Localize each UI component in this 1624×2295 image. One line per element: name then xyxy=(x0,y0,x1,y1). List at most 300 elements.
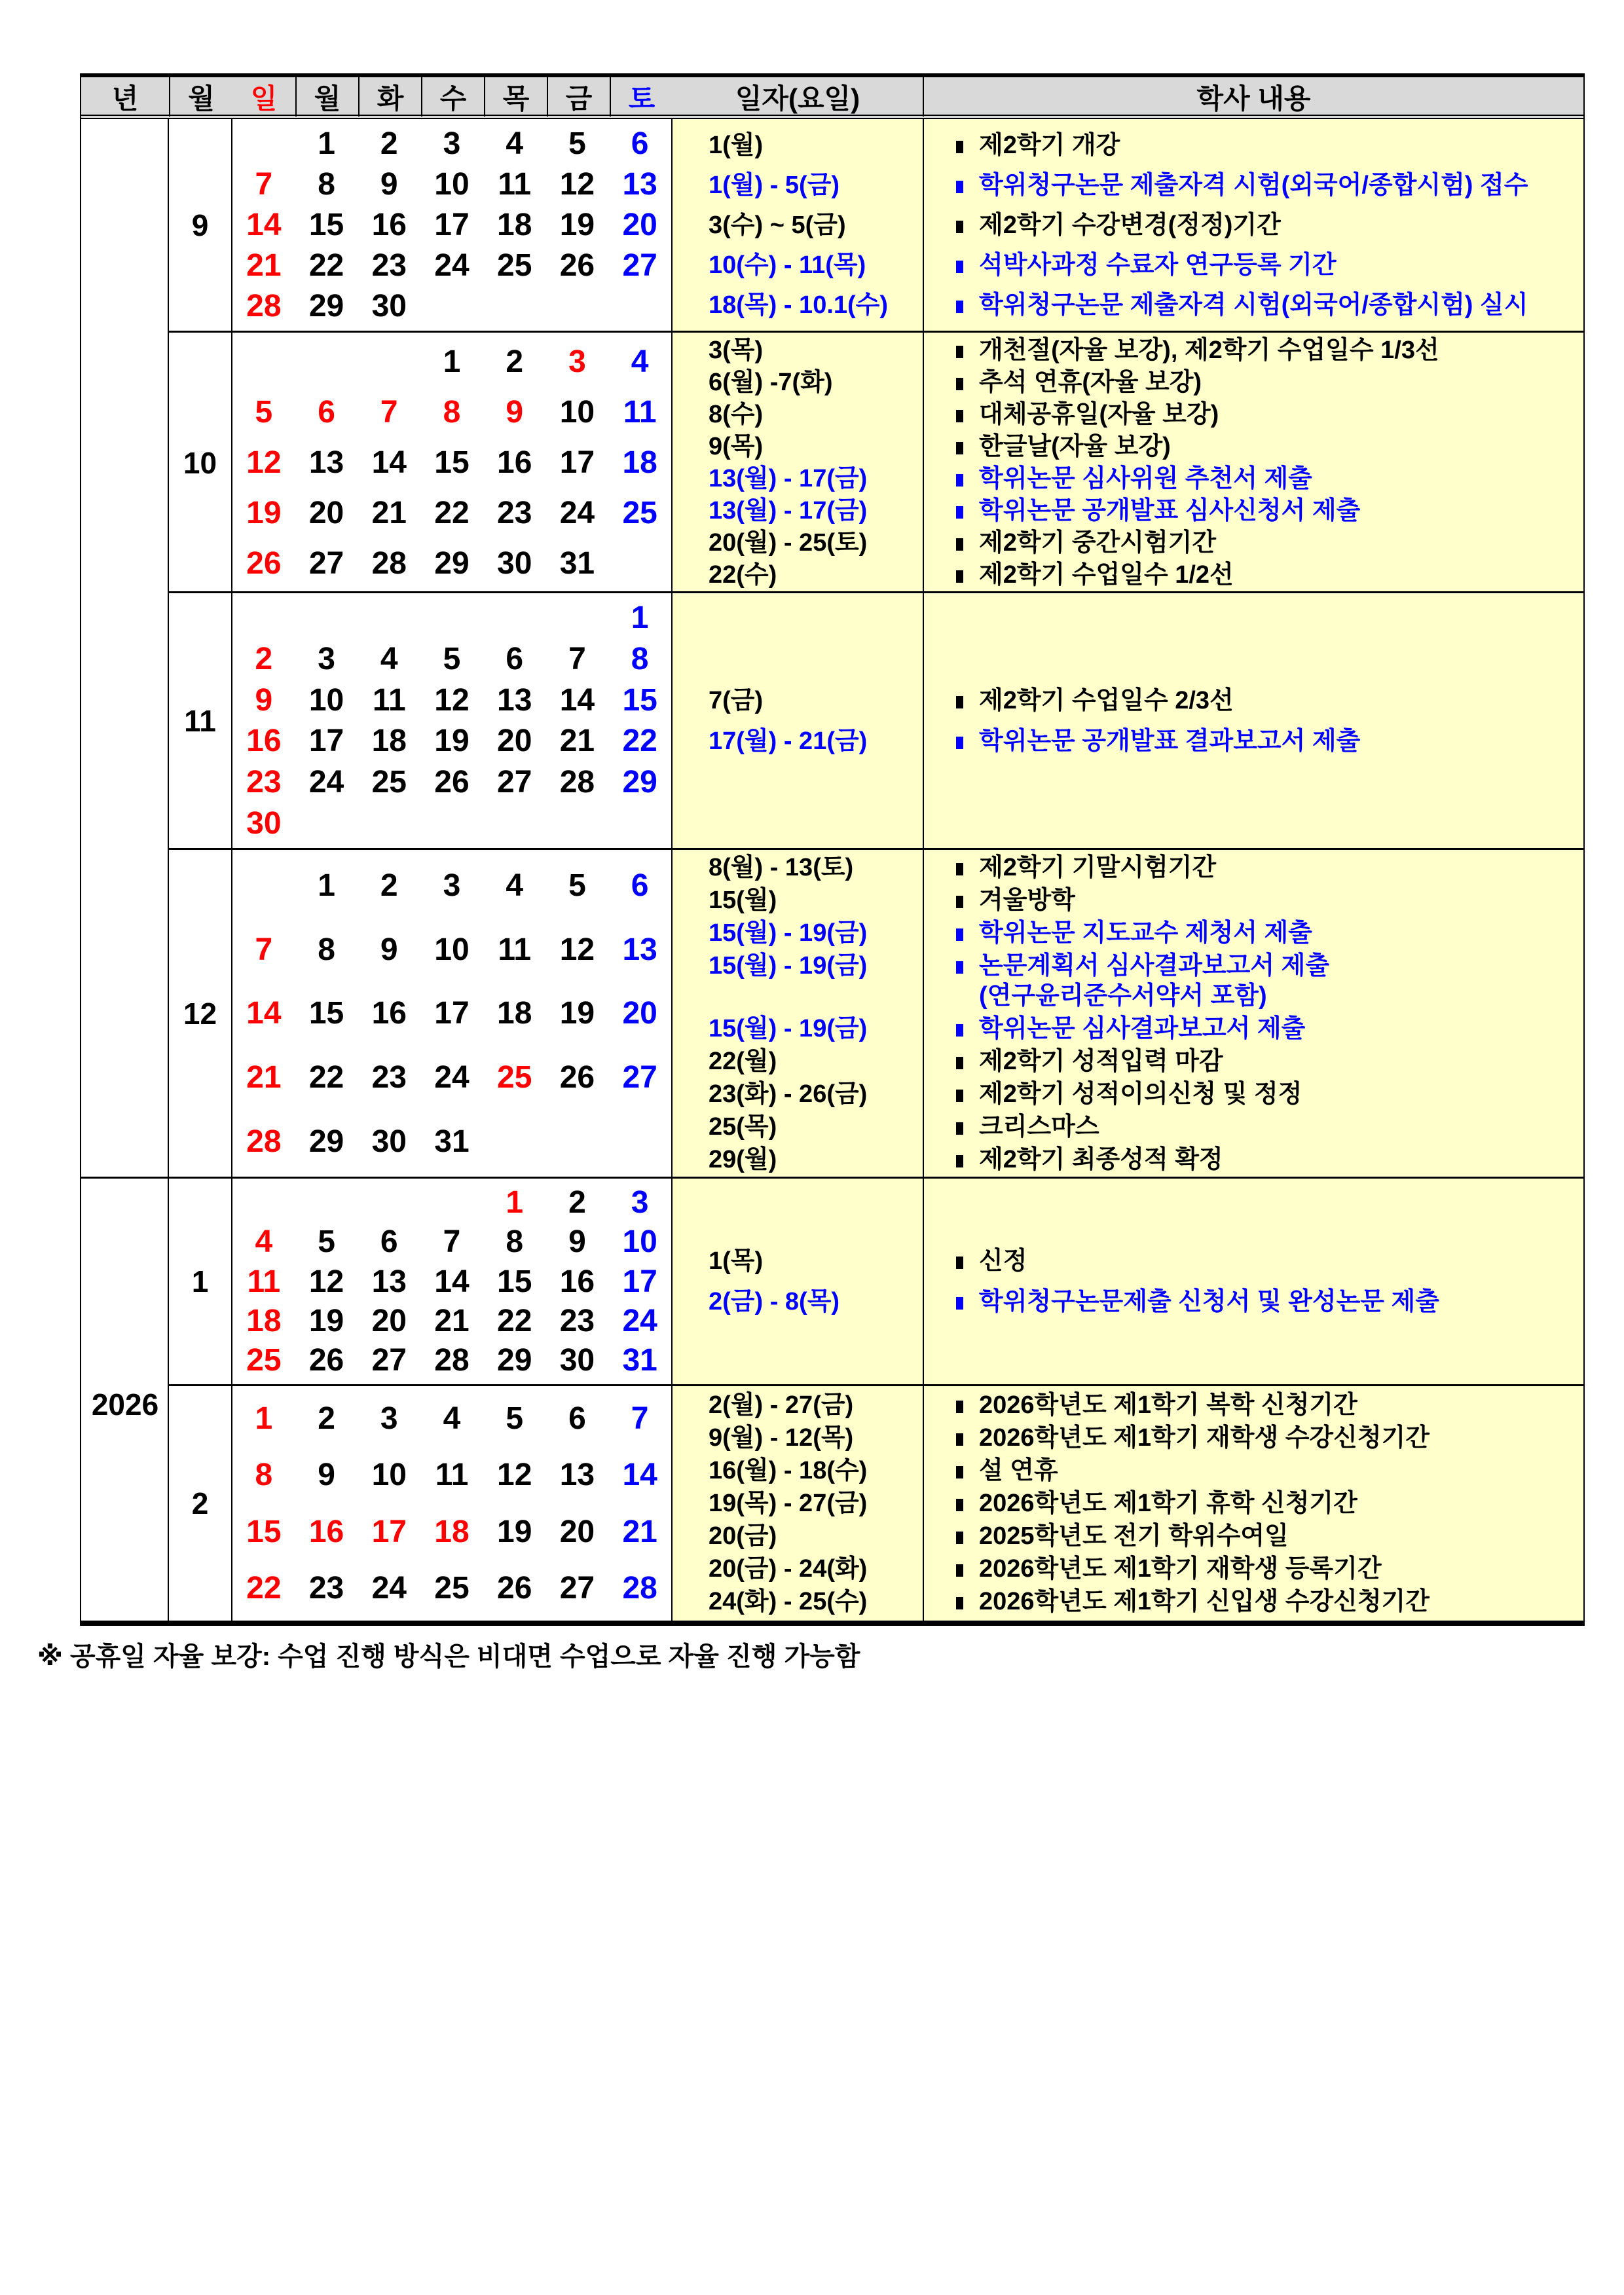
week-row xyxy=(232,164,671,204)
calendar-day: 9 xyxy=(380,932,398,967)
square-bullet-icon xyxy=(956,570,963,583)
events-cell xyxy=(673,591,1583,848)
calendar-day: 28 xyxy=(622,1571,657,1606)
event-date: 17(월) - 21(금) xyxy=(709,727,868,755)
square-bullet-icon xyxy=(956,1499,963,1511)
square-bullet-icon xyxy=(956,221,963,233)
calendar-day: 18 xyxy=(434,1514,470,1549)
calendar-day: 16 xyxy=(559,1264,595,1299)
calendar-day: 3 xyxy=(631,1184,649,1220)
calendar-day: 21 xyxy=(246,248,282,284)
calendar-day: 18 xyxy=(371,724,407,759)
event-text: 제2학기 기말시험기간 xyxy=(979,854,1217,881)
calendar-day: 15 xyxy=(308,996,344,1031)
calendar-day: 20 xyxy=(308,496,344,530)
calendar-day: 30 xyxy=(559,1343,595,1378)
event-date: 15(월) xyxy=(709,887,777,914)
calendar-day: 25 xyxy=(497,1060,532,1095)
square-bullet-icon xyxy=(956,696,963,708)
calendar-day: 16 xyxy=(497,445,532,480)
calendar-day: 3 xyxy=(318,641,335,676)
calendar-day: 12 xyxy=(559,166,595,202)
calendar-day: 30 xyxy=(371,1124,407,1159)
event-date: 29(월) xyxy=(709,1146,777,1173)
event-date: 1(월) xyxy=(709,131,764,159)
event-row xyxy=(673,1587,1583,1617)
calendar-day: 12 xyxy=(308,1264,344,1299)
calendar-day: 13 xyxy=(559,1458,595,1493)
event-content xyxy=(923,290,1583,320)
calendar-day: 15 xyxy=(434,445,470,480)
calendar-day: 27 xyxy=(622,1060,657,1095)
calendar-day: 25 xyxy=(622,496,657,530)
month-row-2 xyxy=(81,1384,1583,1621)
event-text: 학위청구논문 제출자격 시험(외국어/종합시험) 실시 xyxy=(979,291,1528,319)
week-row xyxy=(232,1046,671,1110)
calendar-day: 6 xyxy=(568,1401,586,1436)
calendar-day: 5 xyxy=(255,395,273,430)
calendar-day: 9 xyxy=(568,1224,586,1260)
square-bullet-icon xyxy=(956,1090,963,1102)
header-weekday-토: 토 xyxy=(610,77,673,117)
week-row xyxy=(232,1341,671,1380)
event-date: 25(목) xyxy=(709,1113,777,1141)
event-text: 2025학년도 전기 학위수여일 xyxy=(979,1522,1289,1550)
month-grid xyxy=(232,1177,673,1384)
header-date-col: 일자(요일) xyxy=(735,83,860,114)
week-row xyxy=(232,337,671,387)
calendar-day: 9 xyxy=(380,166,398,202)
event-content xyxy=(923,1390,1583,1420)
event-content xyxy=(923,464,1583,494)
event-text: 학위논문 심사결과보고서 제출 xyxy=(979,1015,1306,1042)
calendar-day: 15 xyxy=(308,208,344,242)
event-content xyxy=(923,170,1583,200)
event-content xyxy=(923,1587,1583,1617)
month-grid xyxy=(232,119,673,331)
calendar-day: 17 xyxy=(308,724,344,759)
calendar-day: 7 xyxy=(255,932,273,967)
header-weekday-수: 수 xyxy=(421,77,484,117)
events-cell xyxy=(673,119,1583,331)
event-row xyxy=(673,951,1583,1011)
calendar-day: 27 xyxy=(559,1571,595,1606)
calendar-day: 23 xyxy=(497,496,532,530)
calendar-day: 8 xyxy=(318,932,335,967)
calendar-day: 8 xyxy=(443,395,461,430)
calendar-day: 26 xyxy=(497,1571,532,1606)
event-content xyxy=(923,1287,1583,1317)
calendar-day: 26 xyxy=(308,1343,344,1378)
calendar-day: 30 xyxy=(371,289,407,324)
event-content xyxy=(923,1079,1583,1109)
square-bullet-icon xyxy=(956,301,963,313)
header-weekday-일: 일 xyxy=(250,83,278,114)
calendar-day: 20 xyxy=(371,1303,407,1338)
header-weekday-화: 화 xyxy=(358,77,421,117)
event-text: 학위논문 지도교수 제청서 제출 xyxy=(979,919,1312,947)
event-text: 학위청구논문제출 신청서 및 완성논문 제출 xyxy=(979,1288,1439,1315)
calendar-day: 19 xyxy=(308,1303,344,1338)
week-row xyxy=(232,286,671,327)
header-month-col: 월 xyxy=(169,77,232,117)
square-bullet-icon xyxy=(956,1155,963,1167)
calendar-day: 23 xyxy=(371,248,407,284)
header-weekday-월: 월 xyxy=(295,77,358,117)
calendar-day: 8 xyxy=(631,641,649,676)
calendar-day: 13 xyxy=(622,932,657,967)
event-row xyxy=(673,464,1583,494)
calendar-day: 14 xyxy=(434,1264,470,1299)
calendar-day: 23 xyxy=(308,1571,344,1606)
square-bullet-icon xyxy=(956,346,963,358)
calendar-day: 17 xyxy=(559,445,595,480)
calendar-day: 3 xyxy=(443,868,461,904)
calendar-day: 24 xyxy=(371,1571,407,1606)
event-text: 석박사과정 수료자 연구등록 기간 xyxy=(979,251,1337,279)
event-text: 학위청구논문 제출자격 시험(외국어/종합시험) 접수 xyxy=(979,171,1528,199)
calendar-day: 19 xyxy=(497,1514,532,1549)
square-bullet-icon xyxy=(956,1401,963,1413)
event-row xyxy=(673,885,1583,915)
square-bullet-icon xyxy=(956,538,963,551)
calendar-day: 20 xyxy=(622,996,657,1031)
calendar-day: 10 xyxy=(434,932,470,967)
week-row xyxy=(232,204,671,245)
event-content xyxy=(923,918,1583,948)
event-row xyxy=(673,1423,1583,1453)
event-row xyxy=(673,130,1583,160)
square-bullet-icon xyxy=(956,1257,963,1269)
week-row xyxy=(232,437,671,488)
calendar-day: 21 xyxy=(246,1060,282,1095)
calendar-day: 12 xyxy=(246,445,282,480)
event-row xyxy=(673,528,1583,558)
event-row xyxy=(673,250,1583,280)
calendar-day: 25 xyxy=(497,248,532,284)
calendar-day: 21 xyxy=(559,724,595,759)
square-bullet-icon xyxy=(956,442,963,454)
calendar-day: 26 xyxy=(559,1060,595,1095)
event-content xyxy=(923,951,1583,1011)
calendar-day: 7 xyxy=(255,166,273,202)
event-date: 8(수) xyxy=(709,401,764,428)
event-text: 제2학기 수강변경(정정)기간 xyxy=(979,211,1281,239)
event-date: 10(수) - 11(목) xyxy=(709,251,866,279)
event-date: 23(화) - 26(금) xyxy=(709,1080,868,1108)
event-content xyxy=(923,686,1583,716)
event-content xyxy=(923,1145,1583,1175)
calendar-day: 26 xyxy=(246,546,282,581)
event-text: 학위논문 공개발표 심사신청서 제출 xyxy=(979,497,1361,524)
week-row xyxy=(232,1560,671,1617)
event-content xyxy=(923,1046,1583,1076)
week-row xyxy=(232,538,671,589)
event-content xyxy=(923,335,1583,365)
calendar-day: 31 xyxy=(559,546,595,581)
event-text: 한글날(자율 보강) xyxy=(979,433,1171,460)
week-row xyxy=(232,1390,671,1447)
events-cell xyxy=(673,1177,1583,1384)
calendar-day: 6 xyxy=(506,641,524,676)
month-label: 2 xyxy=(169,1384,232,1621)
month-grid xyxy=(232,1384,673,1621)
header-weekday-목: 목 xyxy=(484,77,547,117)
square-bullet-icon xyxy=(956,474,963,487)
year-cell xyxy=(81,119,169,331)
calendar-day: 14 xyxy=(559,682,595,718)
calendar-day: 14 xyxy=(246,996,282,1031)
calendar-day: 27 xyxy=(622,248,657,284)
year-cell xyxy=(81,591,169,848)
event-date: 1(월) - 5(금) xyxy=(709,171,840,199)
footnote: ※ 공휴일 자율 보강: 수업 진행 방식은 비대면 수업으로 자율 진행 가능함 xyxy=(37,1642,860,1671)
calendar-day: 1 xyxy=(318,126,335,161)
week-row xyxy=(232,488,671,538)
calendar-day: 3 xyxy=(380,1401,398,1436)
events-cell xyxy=(673,1384,1583,1621)
event-date: 24(화) - 25(수) xyxy=(709,1588,868,1615)
event-row xyxy=(673,1014,1583,1044)
calendar-day: 24 xyxy=(434,1060,470,1095)
calendar-day: 4 xyxy=(506,126,524,161)
calendar-day: 8 xyxy=(506,1224,524,1260)
square-bullet-icon xyxy=(956,896,963,908)
calendar-day: 6 xyxy=(631,126,649,161)
calendar-day: 7 xyxy=(380,395,398,430)
event-row xyxy=(673,1554,1583,1584)
week-row xyxy=(232,1503,671,1560)
event-content xyxy=(923,367,1583,397)
week-row xyxy=(232,1222,671,1261)
event-text: 제2학기 수업일수 2/3선 xyxy=(979,686,1234,714)
calendar-day: 6 xyxy=(318,395,335,430)
calendar-day: 19 xyxy=(246,496,282,530)
calendar-day: 6 xyxy=(631,868,649,904)
calendar-day: 1 xyxy=(443,344,461,379)
calendar-day: 11 xyxy=(435,1458,469,1493)
calendar-day: 22 xyxy=(497,1303,532,1338)
calendar-day: 7 xyxy=(568,641,586,676)
event-date: 2(금) - 8(목) xyxy=(709,1288,840,1315)
calendar-day: 28 xyxy=(246,1124,282,1159)
calendar-day: 5 xyxy=(568,868,586,904)
event-text: 추석 연휴(자율 보강) xyxy=(979,369,1202,396)
calendar-day: 31 xyxy=(622,1343,657,1378)
square-bullet-icon xyxy=(956,1564,963,1577)
calendar-day: 29 xyxy=(308,1124,344,1159)
calendar-day: 30 xyxy=(497,546,532,581)
event-text: 신정 xyxy=(979,1247,1027,1275)
calendar-day: 3 xyxy=(568,344,586,379)
calendar-day: 20 xyxy=(622,208,657,242)
square-bullet-icon xyxy=(956,1532,963,1544)
calendar-day: 7 xyxy=(443,1224,461,1260)
square-bullet-icon xyxy=(956,1466,963,1478)
event-text: 제2학기 수업일수 1/2선 xyxy=(979,561,1234,589)
event-row xyxy=(673,290,1583,320)
calendar-day: 24 xyxy=(434,248,470,284)
event-row xyxy=(673,1246,1583,1276)
week-row xyxy=(232,1183,671,1222)
calendar-day: 11 xyxy=(498,932,532,967)
calendar-day: 24 xyxy=(308,765,344,800)
event-date: 8(월) - 13(토) xyxy=(709,854,854,881)
calendar-day: 17 xyxy=(434,996,470,1031)
calendar-day: 10 xyxy=(371,1458,407,1493)
header-content-col: 학사 내용 xyxy=(923,77,1583,117)
square-bullet-icon xyxy=(956,961,963,974)
calendar-day: 22 xyxy=(308,248,344,284)
calendar-day: 18 xyxy=(622,445,657,480)
event-row xyxy=(673,560,1583,590)
event-text: 제2학기 개강 xyxy=(979,131,1120,159)
calendar-day: 10 xyxy=(622,1224,657,1260)
month-label: 9 xyxy=(169,119,232,331)
event-date: 1(목) xyxy=(709,1247,764,1275)
event-content xyxy=(923,528,1583,558)
calendar-day: 11 xyxy=(498,166,532,202)
calendar-day: 11 xyxy=(372,682,406,718)
calendar-day: 13 xyxy=(497,682,532,718)
event-row xyxy=(673,170,1583,200)
calendar-day: 19 xyxy=(559,996,595,1031)
calendar-day: 25 xyxy=(246,1343,282,1378)
calendar-day: 4 xyxy=(631,344,649,379)
month-row-12 xyxy=(81,848,1583,1177)
year-label-2026: 2026 xyxy=(91,1387,159,1422)
calendar-day: 10 xyxy=(308,682,344,718)
calendar-day: 4 xyxy=(380,641,398,676)
event-row xyxy=(673,1079,1583,1109)
event-date: 9(월) - 12(목) xyxy=(709,1424,854,1452)
month-label: 12 xyxy=(169,848,232,1177)
calendar-day: 16 xyxy=(371,208,407,242)
calendar-day: 16 xyxy=(308,1514,344,1549)
calendar-day: 18 xyxy=(246,1303,282,1338)
calendar-day: 27 xyxy=(371,1343,407,1378)
calendar-day: 9 xyxy=(255,682,273,718)
calendar-day: 15 xyxy=(622,682,657,718)
calendar-day: 15 xyxy=(497,1264,532,1299)
square-bullet-icon xyxy=(956,261,963,273)
calendar-day: 2 xyxy=(380,126,398,161)
calendar-day: 19 xyxy=(559,208,595,242)
event-date: 20(월) - 25(토) xyxy=(709,529,868,557)
calendar-day: 24 xyxy=(622,1303,657,1338)
event-text: 2026학년도 제1학기 재학생 등록기간 xyxy=(979,1555,1382,1583)
event-text: 겨울방학 xyxy=(979,887,1075,914)
event-text: 제2학기 성적입력 마감 xyxy=(979,1048,1223,1075)
event-row xyxy=(673,686,1583,716)
calendar-day: 2 xyxy=(568,1184,586,1220)
calendar-day: 5 xyxy=(443,641,461,676)
calendar-day: 28 xyxy=(434,1343,470,1378)
square-bullet-icon xyxy=(956,1433,963,1446)
event-content xyxy=(923,431,1583,462)
event-text: 2026학년도 제1학기 복학 신청기간 xyxy=(979,1391,1357,1419)
event-text: 제2학기 최종성적 확정 xyxy=(979,1146,1223,1173)
calendar-day: 4 xyxy=(506,868,524,904)
event-content xyxy=(923,130,1583,160)
calendar-day: 19 xyxy=(434,724,470,759)
event-content xyxy=(923,1014,1583,1044)
calendar-day: 8 xyxy=(318,166,335,202)
week-row xyxy=(232,680,671,721)
event-text: 크리스마스 xyxy=(979,1113,1099,1141)
event-date: 13(월) - 17(금) xyxy=(709,465,868,492)
calendar-day: 23 xyxy=(559,1303,595,1338)
calendar-day: 30 xyxy=(246,806,282,841)
event-content xyxy=(923,250,1583,280)
calendar-day: 17 xyxy=(434,208,470,242)
event-row xyxy=(673,496,1583,526)
event-content xyxy=(923,210,1583,240)
calendar-day: 1 xyxy=(506,1184,524,1220)
calendar-day: 17 xyxy=(622,1264,657,1299)
calendar-day: 1 xyxy=(631,600,649,635)
calendar-day: 22 xyxy=(434,496,470,530)
calendar-day: 11 xyxy=(623,395,657,430)
event-row xyxy=(673,726,1583,756)
square-bullet-icon xyxy=(956,1122,963,1135)
calendar-day: 23 xyxy=(246,765,282,800)
week-row xyxy=(232,762,671,803)
event-row xyxy=(673,210,1583,240)
event-content xyxy=(923,1554,1583,1584)
calendar-day: 12 xyxy=(559,932,595,967)
week-row xyxy=(232,1447,671,1504)
calendar-day: 31 xyxy=(434,1124,470,1159)
calendar-day: 23 xyxy=(371,1060,407,1095)
event-date: 9(목) xyxy=(709,433,764,460)
square-bullet-icon xyxy=(956,1297,963,1310)
events-cell xyxy=(673,848,1583,1177)
calendar-day: 28 xyxy=(559,765,595,800)
calendar-day: 2 xyxy=(318,1401,335,1436)
month-grid xyxy=(232,591,673,848)
header-weekday-금: 금 xyxy=(547,77,610,117)
calendar-day: 26 xyxy=(434,765,470,800)
calendar-day: 5 xyxy=(568,126,586,161)
event-row xyxy=(673,918,1583,948)
calendar-day: 9 xyxy=(506,395,524,430)
square-bullet-icon xyxy=(956,863,963,875)
week-row xyxy=(232,720,671,762)
calendar-day: 4 xyxy=(443,1401,461,1436)
month-grid xyxy=(232,848,673,1177)
calendar-day: 14 xyxy=(371,445,407,480)
event-content xyxy=(923,1112,1583,1142)
month-row-9 xyxy=(81,119,1583,331)
event-date: 7(금) xyxy=(709,686,764,714)
calendar-day: 13 xyxy=(371,1264,407,1299)
event-text: 학위논문 공개발표 결과보고서 제출 xyxy=(979,727,1361,755)
calendar-day: 20 xyxy=(497,724,532,759)
calendar-day: 18 xyxy=(497,996,532,1031)
event-date: 3(수) ~ 5(금) xyxy=(709,211,846,239)
month-label: 11 xyxy=(169,591,232,848)
calendar-day: 13 xyxy=(308,445,344,480)
calendar-day: 27 xyxy=(308,546,344,581)
calendar-day: 9 xyxy=(318,1458,335,1493)
calendar-day: 27 xyxy=(497,765,532,800)
event-content xyxy=(923,560,1583,590)
calendar-day: 29 xyxy=(622,765,657,800)
calendar-day: 29 xyxy=(308,289,344,324)
week-row xyxy=(232,638,671,680)
event-row xyxy=(673,399,1583,430)
